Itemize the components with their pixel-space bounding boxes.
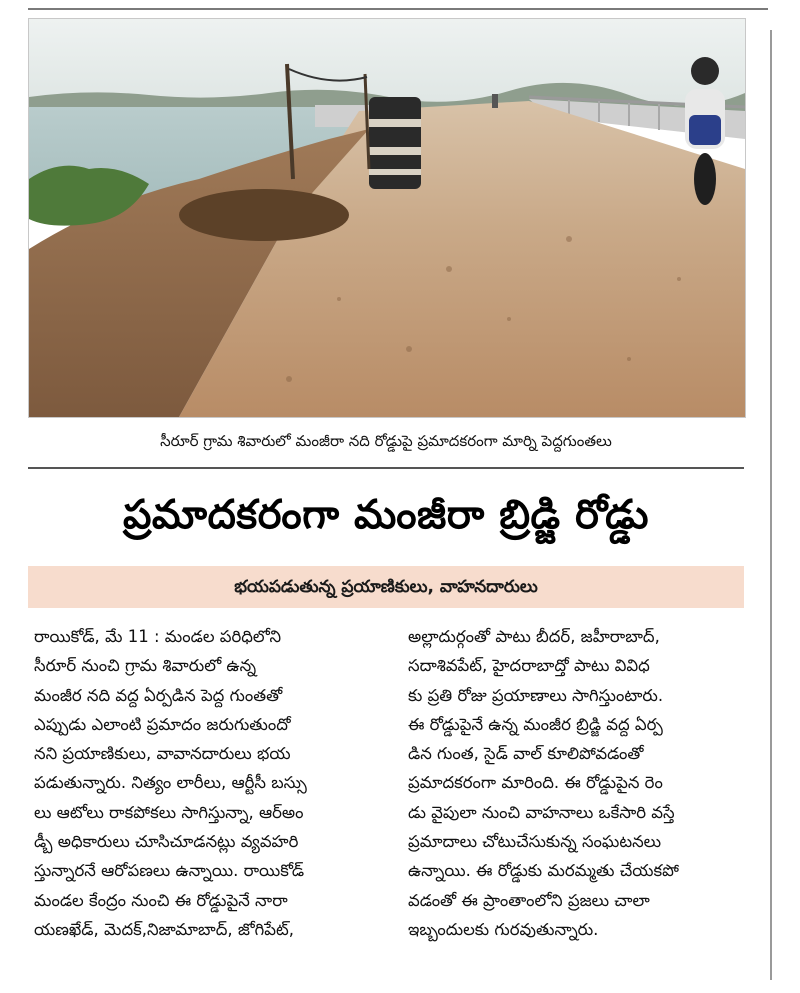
body-line: ప్రమాదకరంగా మారింది. ఈ రోడ్డుపైన రెం bbox=[408, 773, 663, 793]
body-line: పడుతున్నారు. నిత్యం లారీలు, ఆర్టీసీ బస్సు bbox=[34, 773, 307, 793]
body-line: డు వైపులా నుంచి వాహనాలు ఒకేసారి వస్తే bbox=[408, 802, 675, 822]
article-column-right bbox=[408, 622, 748, 944]
article-column-left bbox=[34, 622, 389, 944]
body-line: ఉన్నాయి. ఈ రోడ్డుకు మరమ్మతు చేయకపో bbox=[408, 861, 679, 881]
body-line: కు ప్రతి రోజు ప్రయాణాలు సాగిస్తుంటారు. bbox=[408, 685, 664, 705]
body-line: మంజీర నది వద్ద ఏర్పడిన పెద్ద గుంతతో bbox=[34, 685, 283, 705]
body-line: అల్లాదుర్గంతో పాటు బీదర్, జహీరాబాద్, bbox=[408, 627, 660, 646]
body-line: స్తున్నారనే ఆరోపణలు ఉన్నాయి. రాయికోడ్ bbox=[34, 861, 305, 881]
body-line: రాయికోడ్, మే 11 : మండల పరిధిలోని bbox=[34, 627, 282, 646]
headline: ప్రమాదకరంగా మంజీరా బ్రిడ్జి రోడ్డు bbox=[122, 492, 650, 538]
subheadline-band bbox=[28, 566, 744, 608]
body-line: సదాశివపేట్, హైదరాబాద్తో పాటు వివిధ bbox=[408, 656, 650, 676]
body-line: నని ప్రయాణికులు, వావానదారులు భయ bbox=[34, 744, 291, 764]
body-line: సీరూర్ నుంచి గ్రామ శివారులో ఉన్న bbox=[34, 656, 257, 676]
body-line: లు ఆటోలు రాకపోకలు సాగిస్తున్నా, ఆర్అం bbox=[34, 802, 304, 822]
photo-caption: సీరూర్ గ్రామ శివారులో మంజీరా నది రోడ్డుపై ప్రమాదకరంగా మార్ని పెద్దగుంతలు bbox=[160, 432, 612, 450]
news-photo bbox=[28, 18, 746, 418]
bridge-road-photo bbox=[29, 19, 745, 417]
body-line: ప్రమాదాలు చోటుచేసుకున్న సంఘటనలు bbox=[408, 832, 662, 852]
body-line: యణఖేడ్, మెదక్,నిజామాబాద్, జోగిపేట్, bbox=[34, 919, 294, 939]
top-rule bbox=[28, 8, 768, 10]
body-line: ఈ రోడ్డుపైనే ఉన్న మంజీర బ్రిడ్జి వద్ద ఏర్ప bbox=[408, 714, 663, 734]
body-line: వడంతో ఈ ప్రాంతాంలోని ప్రజలు చాలా bbox=[408, 890, 650, 910]
body-line: మండల కేంద్రం నుంచి ఈ రోడ్డుపైనే నారా bbox=[34, 890, 288, 910]
body-line: ఎప్పుడు ఎలాంటి ప్రమాదం జరుగుతుందో bbox=[34, 714, 291, 734]
subheadline: భయపడుతున్న ప్రయాణికులు, వాహనదారులు bbox=[234, 577, 538, 597]
body-line: డ్బీ అధికారులు చూసిచూడనట్లు వ్యవహరి bbox=[34, 832, 299, 852]
body-line: డిన గుంత, సైడ్ వాల్ కూలిపోవడంతో bbox=[408, 744, 644, 764]
caption-divider bbox=[28, 467, 744, 469]
body-line: ఇబ్బందులకు గురవుతున్నారు. bbox=[408, 919, 599, 939]
column-divider bbox=[770, 30, 772, 980]
